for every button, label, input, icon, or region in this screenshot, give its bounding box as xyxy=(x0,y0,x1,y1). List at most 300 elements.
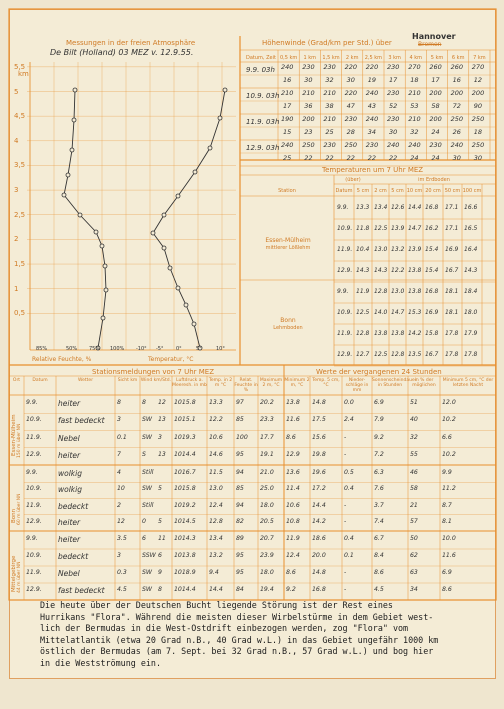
station-min: 11.6 xyxy=(286,416,300,424)
humidity-profile-line xyxy=(64,90,106,348)
soil-value: 12.8 xyxy=(391,351,405,358)
wind-direction: 230 xyxy=(344,115,358,123)
wind-speed: 28 xyxy=(346,128,355,136)
commentary-text xyxy=(40,600,480,670)
soil-value: 11.8 xyxy=(356,225,370,232)
wind-direction: 220 xyxy=(365,63,379,71)
station-pct: 40 xyxy=(410,416,418,424)
station-sun: 7.2 xyxy=(374,450,384,458)
station-vis: 8 xyxy=(117,399,121,406)
station-date: 11.9. xyxy=(26,501,42,509)
station-sun: 6.9 xyxy=(374,399,384,406)
station-t: 13.3 xyxy=(209,399,223,406)
station-rr: 0.4 xyxy=(344,485,354,493)
soil-value: 17.1 xyxy=(445,225,459,232)
wind-speed: 15 xyxy=(283,128,292,136)
station-group-height: 150 m über NN xyxy=(17,423,22,459)
station-min: 13.6 xyxy=(286,469,300,476)
station-t5: 14.2 xyxy=(312,517,326,525)
wind-direction: 270 xyxy=(471,63,485,71)
station-date: 12.9. xyxy=(26,586,42,593)
soil-value: 17.9 xyxy=(464,330,478,337)
station-spd: 3 xyxy=(158,433,162,441)
station-dir: 8 xyxy=(142,399,146,406)
station-rr: - xyxy=(344,586,347,593)
station-tmin: 11.2 xyxy=(442,485,456,493)
station-dir: SW xyxy=(142,485,153,493)
station-column-header: in % der möglichen xyxy=(412,378,436,388)
station-p: 1014.5 xyxy=(174,517,196,525)
temperature-tick: -10° xyxy=(136,346,147,352)
soil-value: 13.5 xyxy=(408,351,422,358)
station-dir: SW xyxy=(142,586,153,593)
station-sun: 7.9 xyxy=(374,416,384,424)
station-t: 14.6 xyxy=(209,450,223,458)
wind-direction: 210 xyxy=(323,115,336,123)
profile-point xyxy=(62,193,66,197)
wind-speed: 25 xyxy=(325,128,334,136)
station-min: 8.6 xyxy=(286,569,296,576)
temperature-tick: 5° xyxy=(196,346,202,352)
wind-direction: 240 xyxy=(408,141,421,149)
station-dir: Still xyxy=(142,501,154,509)
station-date: 12.9. xyxy=(26,450,42,458)
station-vis: 0.3 xyxy=(117,569,127,576)
wind-speed: 72 xyxy=(452,102,461,110)
wind-direction: 230 xyxy=(429,141,442,149)
station-group-name: Mittelgebirge xyxy=(11,555,17,592)
profile-point xyxy=(66,173,70,177)
wind-level-header: 0,5 km xyxy=(279,55,298,61)
station-column-header: Ort xyxy=(12,378,21,383)
station-max: 23.9 xyxy=(260,552,274,559)
wind-speed: 17 xyxy=(389,76,398,84)
soil-depth-header: 2 cm xyxy=(374,188,387,194)
station-min: 11.9 xyxy=(286,535,300,542)
station-sun: 6.3 xyxy=(374,469,384,476)
soil-value: 15.4 xyxy=(425,267,439,274)
station-p: 1014.3 xyxy=(174,535,196,542)
station-weather: Nebel xyxy=(58,433,80,443)
wind-direction: 240 xyxy=(387,141,400,149)
wind-speed: 38 xyxy=(325,102,334,110)
soil-value: 12.5 xyxy=(374,225,388,232)
station-tmin: 10.2 xyxy=(442,416,456,424)
wind-speed: 30 xyxy=(389,128,398,136)
station-dir: SW xyxy=(142,416,153,424)
wind-direction: 210 xyxy=(408,89,421,97)
wind-level-header: 5 km xyxy=(430,55,444,61)
station-date: 11.9. xyxy=(26,569,42,576)
winds-place-written: Hannover xyxy=(412,32,456,41)
station-min: 10.6 xyxy=(286,501,300,509)
wind-speed: 52 xyxy=(389,102,398,110)
station-dir: 6 xyxy=(142,535,146,542)
wind-direction: 250 xyxy=(471,115,485,123)
station-vis: 2 xyxy=(117,501,121,509)
soil-value: 14.2 xyxy=(408,330,422,337)
station-t: 12.8 xyxy=(209,517,223,525)
station-tmin: 10.2 xyxy=(442,450,456,458)
station-sun: 3.7 xyxy=(374,501,384,509)
wind-date: 10.9. 03h xyxy=(246,92,280,100)
soil-value: 12.6 xyxy=(391,204,405,211)
wind-speed: 32 xyxy=(325,76,334,84)
soil-value: 12.8 xyxy=(374,288,388,295)
station-p: 1019.2 xyxy=(174,501,196,509)
wind-level-header: 3 km xyxy=(388,55,401,61)
station-tmin: 9.9 xyxy=(442,469,452,476)
soil-title: Temperaturen um 7 Uhr MEZ xyxy=(322,166,424,174)
soil-date: 11.9. xyxy=(337,246,353,253)
y-tick: 5,5 xyxy=(14,62,26,71)
wind-speed: 16 xyxy=(452,76,461,84)
text-line: östlich der Bermudas (am 7. Sept. bei 32 Grad n.B., 57 Grad w.L.) und bog hier xyxy=(40,646,434,657)
wind-level-header: 1,5 km xyxy=(322,55,340,61)
wind-speed: 19 xyxy=(367,76,377,84)
station-pct: 21 xyxy=(410,501,418,509)
station-rh: 94 xyxy=(236,469,244,476)
wind-speed: 58 xyxy=(431,102,440,110)
profile-point xyxy=(103,264,107,268)
station-p: 1015.1 xyxy=(174,416,196,424)
station-vis: 4.5 xyxy=(117,586,127,593)
wind-speed: 26 xyxy=(452,128,461,136)
station-dir: S xyxy=(142,450,146,458)
station-spd: 5 xyxy=(158,517,162,525)
soil-depth-header: 5 cm xyxy=(356,188,370,194)
soil-date: 10.9. xyxy=(337,225,353,232)
wind-speed: 24 xyxy=(431,128,440,136)
soil-date: 12.9. xyxy=(337,267,353,274)
wind-direction: 230 xyxy=(302,63,315,71)
soil-essen-name: Essen-Mülheim xyxy=(265,237,311,244)
soil-value: 16.2 xyxy=(425,225,439,232)
soil-essen-sub: mittlerer Lößlehm xyxy=(265,245,311,251)
text-line: in die Westströmung ein. xyxy=(40,657,162,668)
wind-direction: 230 xyxy=(387,63,400,71)
station-column-header: Maximum 2 m, °C xyxy=(259,378,283,388)
y-tick: 1,5 xyxy=(14,260,26,269)
station-t: 12.4 xyxy=(209,501,223,509)
wind-speed: 90 xyxy=(473,102,483,110)
soil-value: 14.7 xyxy=(408,225,422,232)
station-sun: 7.6 xyxy=(374,485,384,493)
humidity-tick: 85% xyxy=(36,346,48,352)
soil-value: 16.8 xyxy=(425,288,439,295)
soil-value: 13.2 xyxy=(391,246,405,253)
station-rr: - xyxy=(344,569,347,576)
station-column-header: Wetter xyxy=(77,378,94,383)
station-rh: 85 xyxy=(236,485,244,493)
soil-value: 16.4 xyxy=(464,246,478,253)
wind-direction: 200 xyxy=(450,89,464,97)
station-spd: 5 xyxy=(158,485,162,493)
soil-value: 13.9 xyxy=(391,225,405,232)
station-weather: bedeckt xyxy=(58,552,89,561)
wind-direction: 230 xyxy=(323,63,336,71)
profile-point xyxy=(218,116,222,120)
station-p: 1014.4 xyxy=(174,586,196,593)
wind-speed: 22 xyxy=(367,154,377,162)
wind-speed: 22 xyxy=(346,154,355,162)
wind-speed: 24 xyxy=(410,154,419,162)
wind-direction: 240 xyxy=(365,89,379,97)
wind-speed: 32 xyxy=(410,128,419,136)
humidity-tick: 100% xyxy=(110,346,125,352)
wind-direction: 200 xyxy=(429,89,442,97)
soil-depth-header: 10 cm xyxy=(406,188,423,194)
soil-value: 16.8 xyxy=(425,204,439,211)
wind-direction: 270 xyxy=(408,63,421,71)
station-weather: wolkig xyxy=(58,485,82,495)
station-p: 1018.9 xyxy=(174,569,196,576)
profile-point xyxy=(176,286,180,290)
soil-value: 14.3 xyxy=(464,267,478,274)
wind-direction: 230 xyxy=(323,141,336,149)
station-tmin: 6.9 xyxy=(442,569,452,576)
wind-speed: 22 xyxy=(325,154,334,162)
profile-point xyxy=(162,213,166,217)
soil-value: 11.9 xyxy=(356,288,370,295)
station-t: 12.2 xyxy=(209,416,223,424)
station-vis: 3 xyxy=(117,416,121,424)
wind-direction: 220 xyxy=(344,89,358,97)
soil-value: 14.3 xyxy=(356,267,370,274)
station-group-height: 60 m über NN xyxy=(17,493,22,525)
soil-value: 17.8 xyxy=(445,330,459,337)
soil-value: 10.4 xyxy=(356,246,370,253)
wind-direction: 210 xyxy=(323,89,336,97)
soil-value: 16.5 xyxy=(464,225,478,232)
station-spd: 12 xyxy=(158,399,166,406)
station-group-height: 44 m über NN xyxy=(17,561,22,594)
soil-value: 13.3 xyxy=(356,204,370,211)
station-weather: fast bedeckt xyxy=(58,416,105,426)
humidity-tick: 75% xyxy=(89,346,101,352)
station-rr: 0.0 xyxy=(344,399,354,406)
station-weather: heiter xyxy=(58,399,81,408)
wind-speed: 34 xyxy=(367,128,377,136)
y-tick: 3 xyxy=(14,186,19,195)
station-min: 12.9 xyxy=(286,450,300,458)
station-rh: 82 xyxy=(236,517,244,525)
aerology-title: Messungen in der freien Atmosphäre xyxy=(66,39,196,47)
station-spd: 13 xyxy=(158,416,166,424)
station-tmin: 8.6 xyxy=(442,586,452,593)
y-tick: 4 xyxy=(14,136,19,145)
soil-sub-over: (über) xyxy=(345,177,361,183)
temperature-tick: -5° xyxy=(156,346,164,352)
soil-value: 17.8 xyxy=(464,351,478,358)
station-tmin: 12.0 xyxy=(442,399,456,406)
station-sun: 4.5 xyxy=(374,586,384,593)
station-vis: 3.5 xyxy=(117,535,127,542)
station-rh: 84 xyxy=(236,586,244,593)
soil-value: 13.9 xyxy=(408,246,422,253)
profile-point xyxy=(168,266,172,270)
station-min: 11.4 xyxy=(286,485,300,493)
station-pct: 55 xyxy=(410,450,418,458)
station-min: 12.4 xyxy=(286,552,300,559)
station-rh: 95 xyxy=(236,450,244,458)
station-t: 11.5 xyxy=(209,469,223,476)
station-vis: 7 xyxy=(117,450,121,458)
station-t: 13.2 xyxy=(209,552,223,559)
station-rh: 85 xyxy=(236,416,244,424)
station-dir: 0 xyxy=(142,517,146,525)
station-weather: bedeckt xyxy=(58,501,89,511)
station-rr: 0.5 xyxy=(344,469,354,476)
station-group-name: Bonn xyxy=(11,508,17,523)
station-max: 25.0 xyxy=(260,485,274,493)
soil-value: 17.1 xyxy=(445,204,459,211)
soil-depth-header: 50 cm xyxy=(444,188,461,194)
station-weather: fast bedeckt xyxy=(58,586,105,595)
station-pct: 57 xyxy=(410,517,418,525)
soil-value: 18.1 xyxy=(445,309,459,316)
humidity-axis-label: Relative Feuchte, % xyxy=(32,356,92,363)
station-vis: 10 xyxy=(117,485,125,493)
soil-station-header: Station xyxy=(278,188,296,194)
soil-value: 16.9 xyxy=(425,309,439,316)
station-rr: 0.1 xyxy=(344,552,354,559)
wind-direction: 230 xyxy=(365,141,379,149)
station-spd: 8 xyxy=(158,586,162,593)
wind-direction: 260 xyxy=(429,63,442,71)
station-max: 17.7 xyxy=(260,433,274,441)
wind-speed: 30 xyxy=(346,76,355,84)
profile-point xyxy=(176,194,180,198)
wind-direction: 250 xyxy=(450,115,464,123)
wind-speed: 30 xyxy=(304,76,313,84)
station-pct: 32 xyxy=(410,433,418,441)
station-sun: 8.4 xyxy=(374,552,384,559)
wind-speed: 24 xyxy=(431,154,440,162)
station-rh: 89 xyxy=(236,535,244,542)
soil-value: 13.4 xyxy=(374,204,388,211)
station-pct: 34 xyxy=(410,586,418,593)
station-rh: 95 xyxy=(236,569,244,576)
station-tmin: 11.6 xyxy=(442,552,456,559)
station-tmin: 10.0 xyxy=(442,535,456,542)
y-tick: 4,5 xyxy=(14,112,26,121)
station-max: 18.0 xyxy=(260,569,274,576)
station-max: 21.0 xyxy=(260,469,274,476)
station-sun: 8.6 xyxy=(374,569,384,576)
station-rh: 97 xyxy=(236,399,244,406)
wind-direction: 230 xyxy=(387,115,400,123)
wind-speed: 43 xyxy=(367,102,377,110)
station-date: 11.9. xyxy=(26,433,42,441)
y-tick: 0,5 xyxy=(14,309,26,318)
soil-value: 16.7 xyxy=(445,267,459,274)
station-date: 9.9. xyxy=(26,535,38,542)
station-weather: heiter xyxy=(58,517,81,527)
soil-value: 16.7 xyxy=(425,351,439,358)
station-spd: 6 xyxy=(158,552,162,559)
soil-bonn-sub: Lehmboden xyxy=(273,325,303,331)
station-weather: Nebel xyxy=(58,569,80,578)
soil-value: 12.8 xyxy=(356,330,370,337)
wind-direction: 240 xyxy=(450,141,464,149)
station-pct: 50 xyxy=(410,535,418,542)
wind-level-header: 6 km xyxy=(451,55,465,61)
station-min: 10.8 xyxy=(286,517,300,525)
profile-point xyxy=(192,322,196,326)
station-date: 9.9. xyxy=(26,469,38,476)
station-column-header: Temp. 5 cm, °C xyxy=(312,378,340,388)
wind-direction: 240 xyxy=(281,63,294,71)
station-column-header: Minimum 2 m, °C xyxy=(284,378,310,388)
station-group-name: Essen-Mülheim xyxy=(11,414,17,457)
wind-speed: 17 xyxy=(283,102,292,110)
past-title: Werte der vergangenen 24 Stunden xyxy=(316,368,442,376)
wind-date: 11.9. 03h xyxy=(246,118,280,126)
station-date: 10.9. xyxy=(26,485,42,493)
winds-title: Höhenwinde (Grad/km per Std.) über xyxy=(262,39,392,47)
station-t5: 20.0 xyxy=(312,552,326,559)
profile-point xyxy=(104,288,108,292)
wind-speed: 12 xyxy=(473,76,483,84)
station-rr: - xyxy=(344,517,347,525)
station-min: 8.6 xyxy=(286,433,296,441)
station-t: 13.4 xyxy=(209,535,223,542)
station-rr: - xyxy=(344,501,347,509)
station-sun: 6.7 xyxy=(374,535,384,542)
soil-date: 11.9. xyxy=(337,330,353,337)
station-pct: 46 xyxy=(410,469,418,476)
soil-value: 13.8 xyxy=(408,267,422,274)
soil-value: 13.8 xyxy=(408,288,422,295)
wind-level-header: 2 km xyxy=(345,55,359,61)
wind-speed: 36 xyxy=(304,102,313,110)
station-t5: 14.4 xyxy=(312,501,326,509)
station-column-header: Relat. Feuchte in % xyxy=(234,378,258,393)
station-rr: - xyxy=(344,433,347,441)
text-line: Die heute über der Deutschen Bucht liegende Störung ist der Rest eines xyxy=(40,600,393,610)
wind-direction: 210 xyxy=(281,89,294,97)
temperature-profile-line xyxy=(153,90,225,348)
station-p: 1019.3 xyxy=(174,433,196,441)
station-p: 1013.8 xyxy=(174,552,196,559)
soil-value: 12.7 xyxy=(356,351,370,358)
km-label: km xyxy=(18,70,29,78)
station-column-header: Sicht km xyxy=(117,378,138,383)
station-spd: 11 xyxy=(158,535,166,542)
station-p: 1014.4 xyxy=(174,450,196,458)
text-line: Mittelatlantik (etwa 20 Grad n.B., 40 Grad w.L.) in das Gebiet ungefähr 1000 km xyxy=(40,634,439,645)
station-p: 1016.7 xyxy=(174,469,196,476)
y-tick: 2,5 xyxy=(14,210,26,219)
soil-value: 16.6 xyxy=(464,204,478,211)
temperature-tick: 0° xyxy=(176,346,182,352)
wind-direction: 240 xyxy=(365,115,379,123)
station-dir: SW xyxy=(142,569,153,576)
soil-value: 13.8 xyxy=(391,330,405,337)
station-weather: wolkig xyxy=(58,469,82,478)
profile-point xyxy=(100,244,104,248)
station-t: 10.6 xyxy=(209,433,223,441)
soil-depth-header: 20 cm xyxy=(425,188,441,194)
soil-value: 18.1 xyxy=(445,288,459,295)
station-vis: 4 xyxy=(117,469,121,476)
y-tick: 5 xyxy=(14,87,19,96)
station-min: 9.2 xyxy=(286,586,296,593)
soil-value: 13.0 xyxy=(391,288,405,295)
station-t5: 14.8 xyxy=(312,569,326,576)
soil-value: 12.5 xyxy=(374,351,388,358)
